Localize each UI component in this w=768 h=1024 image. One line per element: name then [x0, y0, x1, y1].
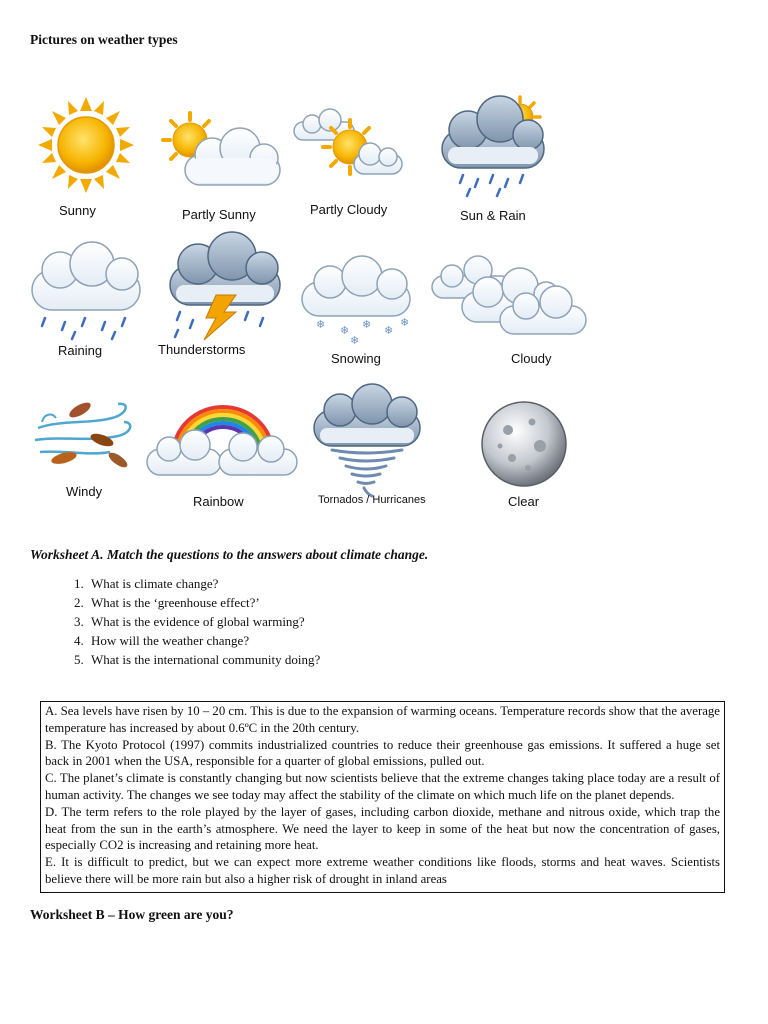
weather-card-thunderstorms [158, 240, 288, 360]
answer-b: B. The Kyoto Protocol (1997) commits industrialized countries to reduce their greenhouse gas emissions. It suffered a huge set back in 2001 when the USA, responsible for a quarter of global emissions, pulled out. [45, 737, 720, 769]
partly-sunny-icon [160, 110, 290, 200]
rain-cloud-icon [30, 250, 145, 340]
weather-label: Partly Cloudy [310, 202, 388, 217]
moon-icon [470, 400, 580, 490]
weather-label: Cloudy [511, 351, 552, 366]
weather-card-partly-sunny [160, 110, 290, 230]
question-item: 1. What is climate change? [74, 576, 219, 591]
weather-label: Tornados / Hurricanes [318, 494, 426, 506]
answer-e: E. It is difficult to predict, but we can expect more extreme weather conditions like floods, storms and heat waves. Scientists believe there will be more rain but also a higher risk of drought in inland areas [45, 855, 720, 886]
svg-text:❄: ❄ [384, 324, 394, 337]
weather-card-windy [30, 400, 140, 505]
thunderstorm-icon [158, 240, 288, 340]
answers-box [40, 701, 725, 893]
tornado-icon [310, 390, 450, 500]
question-item: 3. What is the evidence of global warming? [74, 614, 305, 629]
question-item: 5. What is the international community doing? [74, 652, 321, 667]
worksheet-b-title: Worksheet B – How green are you? [30, 907, 234, 922]
weather-card-clear [470, 400, 580, 510]
question-item: 4. How will the weather change? [74, 633, 250, 648]
answer-c: C. The planet’s climate is constantly changing but now scientists believe that the extreme changes taking place today are a result of human activity. The changes we see today may affect the stability of the climate on which much life on the planet depends. [45, 771, 720, 802]
weather-label: Raining [58, 343, 103, 358]
weather-label: Clear [508, 494, 540, 509]
weather-card-snowing [300, 262, 415, 372]
weather-label: Thunderstorms [158, 342, 246, 357]
answer-d: D. The term refers to the role played by the layer of gases, including carbon dioxide, methane and nitrous oxide, which trap the heat from the sun in the earth’s atmosphere. We need the layer to keep in some of the heat but now the concentration of gases, especially CO2 is increasing and retaining more heat. [45, 804, 720, 853]
svg-text:❄: ❄ [340, 324, 350, 337]
svg-text:❄: ❄ [350, 334, 360, 347]
rainbow-icon [145, 405, 300, 483]
weather-label: Sun & Rain [460, 208, 526, 223]
page-title: Pictures on weather types [30, 32, 178, 47]
question-list [74, 574, 320, 669]
svg-text:❄: ❄ [362, 318, 372, 331]
snow-cloud-icon [300, 262, 415, 347]
weather-label: Sunny [59, 203, 96, 218]
weather-card-tornados [310, 390, 450, 510]
weather-card-cloudy [430, 262, 590, 372]
sun-rain-icon [438, 95, 553, 200]
svg-text:❄: ❄ [316, 318, 326, 331]
weather-card-partly-cloudy [292, 112, 412, 222]
weather-card-rainbow [145, 405, 300, 510]
weather-label: Snowing [331, 351, 381, 366]
weather-label: Windy [66, 484, 103, 499]
weather-card-raining [30, 250, 145, 365]
answer-a: A. Sea levels have risen by 10 – 20 cm. This is due to the expansion of warming oceans. Temperature records show that the average temperature has increased by about 0.6ºC in the 20th century. [45, 704, 720, 735]
sun-icon [30, 95, 145, 200]
worksheet-a-title: Worksheet A. Match the questions to the answers about climate change. [30, 547, 429, 562]
wind-leaves-icon [30, 400, 140, 475]
weather-card-sun-rain [438, 95, 553, 230]
weather-label: Rainbow [193, 494, 244, 509]
cloudy-icon [430, 262, 590, 342]
question-item: 2. What is the ‘greenhouse effect?’ [74, 595, 260, 610]
svg-text:❄: ❄ [400, 316, 410, 329]
weather-card-sunny [30, 95, 145, 225]
partly-cloudy-icon [292, 112, 412, 192]
weather-label: Partly Sunny [182, 207, 256, 222]
